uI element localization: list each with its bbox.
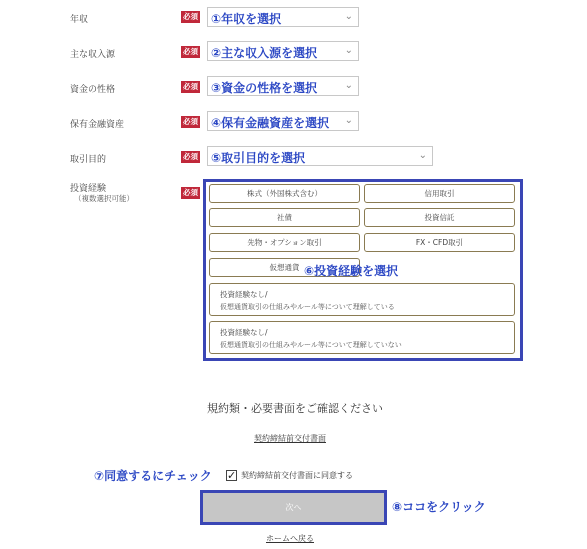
financial-assets-hint: ④保有金融資産を選択 — [211, 116, 330, 130]
chevron-down-icon: ⌄ — [418, 150, 427, 161]
option-bonds[interactable]: 社債 — [209, 208, 360, 227]
required-badge: 必須 — [183, 47, 198, 56]
agree-hint: ⑦同意するにチェック — [94, 469, 212, 483]
financial-assets-label: 保有金融資産 — [70, 120, 125, 130]
required-badge: 必須 — [183, 152, 198, 161]
financial-assets-select[interactable] — [207, 111, 359, 131]
required-badge: 必須 — [183, 117, 198, 126]
income-source-label: 主な収入源 — [70, 50, 116, 60]
experience-label: 投資経験 — [70, 184, 107, 194]
chevron-down-icon: ⌄ — [344, 11, 353, 22]
next-button[interactable]: 次へ — [203, 493, 384, 522]
next-hint: ⑧ココをクリック — [392, 500, 486, 514]
agree-checkbox[interactable]: ✓ — [227, 469, 237, 482]
chevron-down-icon: ⌄ — [344, 115, 353, 126]
option-line1: 投資経験なし/ — [220, 328, 268, 337]
option-line2: 仮想通貨取引の仕組みやルール等について理解している — [220, 303, 395, 311]
annual-income-select[interactable] — [207, 7, 359, 27]
annual-income-hint: ①年収を選択 — [211, 12, 282, 26]
experience-sublabel: （複数選択可能） — [74, 194, 134, 203]
fund-nature-label: 資金の性格 — [70, 85, 116, 95]
annual-income-label: 年収 — [70, 15, 89, 25]
option-no-experience-not-understand[interactable] — [209, 321, 515, 354]
required-badge: 必須 — [183, 188, 198, 197]
income-source-select[interactable] — [207, 41, 359, 61]
terms-heading: 規約類・必要書面をご確認ください — [207, 402, 383, 415]
fund-nature-hint: ③資金の性格を選択 — [211, 81, 318, 95]
home-link[interactable]: ホームへ戻る — [266, 534, 314, 543]
option-investment-trust[interactable]: 投資信託 — [364, 208, 515, 227]
experience-hint: ⑥投資経験を選択 — [304, 264, 399, 278]
required-badge: 必須 — [183, 82, 198, 91]
option-margin-trading[interactable]: 信用取引 — [364, 184, 515, 203]
option-crypto[interactable]: 仮想通貨 — [209, 258, 360, 277]
option-fx-cfd[interactable]: FX・CFD取引 — [364, 233, 515, 252]
option-line1: 投資経験なし/ — [220, 290, 268, 299]
fund-nature-select[interactable] — [207, 76, 359, 96]
required-badge: 必須 — [183, 12, 198, 21]
option-line2: 仮想通貨取引の仕組みやルール等について理解していない — [220, 341, 402, 349]
chevron-down-icon: ⌄ — [344, 80, 353, 91]
trade-purpose-label: 取引目的 — [70, 155, 107, 165]
trade-purpose-select[interactable] — [207, 146, 433, 166]
pre-contract-document-link[interactable]: 契約締結前交付書面 — [254, 434, 326, 443]
income-source-hint: ②主な収入源を選択 — [211, 46, 318, 60]
chevron-down-icon: ⌄ — [344, 45, 353, 56]
trade-purpose-hint: ⑤取引目的を選択 — [211, 151, 306, 165]
option-stocks[interactable]: 株式（外国株式含む） — [209, 184, 360, 203]
option-futures-options[interactable]: 先物・オプション取引 — [209, 233, 360, 252]
agree-label[interactable]: 契約締結前交付書面に同意する — [241, 471, 353, 480]
option-no-experience-understands[interactable] — [209, 283, 515, 316]
